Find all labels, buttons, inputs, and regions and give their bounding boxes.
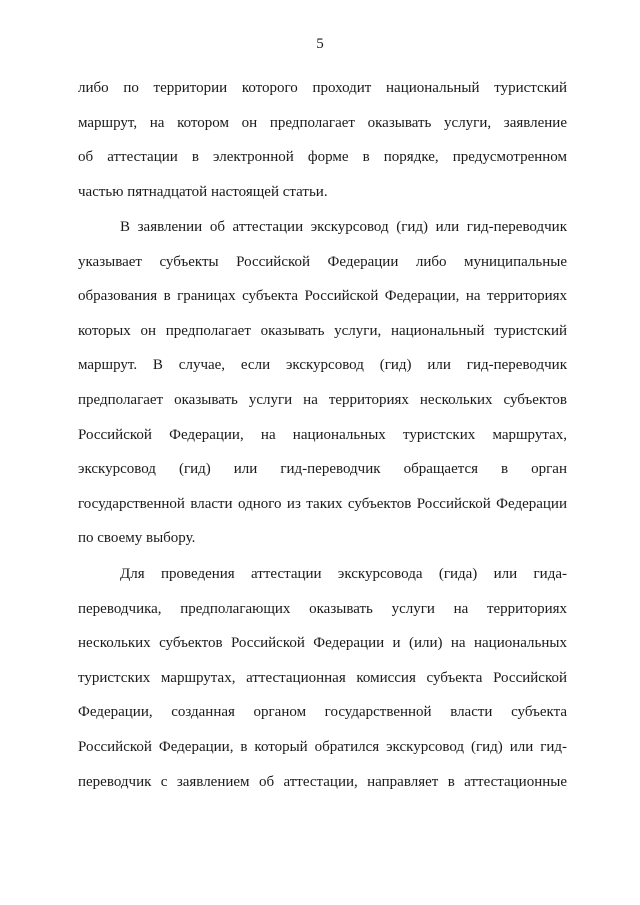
- text-line: Федерации, созданная органом государственной власти субъекта: [78, 704, 567, 721]
- text-line: нескольких субъектов Российской Федерации и (или) на национальных: [78, 635, 567, 652]
- text-line: частью пятнадцатой настоящей статьи.: [78, 183, 328, 200]
- text-line: Российской Федерации, на национальных туристских маршрутах,: [78, 426, 567, 443]
- text-line: предполагает оказывать услуги на территориях нескольких субъектов: [78, 391, 567, 408]
- text-line: маршрут. В случае, если экскурсовод (гид) или гид-переводчик: [78, 357, 567, 374]
- text-line: Российской Федерации, в который обратился экскурсовод (гид) или гид-: [78, 738, 567, 755]
- text-line: Для проведения аттестации экскурсовода (гида) или гида-: [120, 566, 567, 582]
- paragraph-3: [78, 557, 567, 799]
- text-line: по своему выбору.: [78, 530, 196, 547]
- paragraph-2: [78, 210, 567, 556]
- text-line: В заявлении об аттестации экскурсовод (гид) или гид-переводчик: [120, 219, 567, 235]
- text-line: маршрут, на котором он предполагает оказывать услуги, заявление: [78, 114, 567, 131]
- text-line: образования в границах субъекта Российской Федерации, на территориях: [78, 288, 567, 305]
- text-line: которых он предполагает оказывать услуги, национальный туристский: [78, 322, 567, 339]
- text-line: переводчика, предполагающих оказывать услуги на территориях: [78, 600, 567, 617]
- text-line: либо по территории которого проходит национальный туристский: [78, 80, 567, 96]
- text-line: об аттестации в электронной форме в порядке, предусмотренном: [78, 149, 567, 166]
- paragraph-1: [78, 71, 567, 209]
- text-line: указывает субъекты Российской Федерации либо муниципальные: [78, 253, 567, 270]
- text-line: туристских маршрутах, аттестационная комиссия субъекта Российской: [78, 669, 567, 686]
- text-line: экскурсовод (гид) или гид-переводчик обращается в орган: [78, 461, 567, 478]
- text-line: государственной власти одного из таких субъектов Российской Федерации: [78, 495, 567, 512]
- text-line: переводчик с заявлением об аттестации, направляет в аттестационные: [78, 773, 567, 790]
- page-number: 5: [316, 36, 324, 52]
